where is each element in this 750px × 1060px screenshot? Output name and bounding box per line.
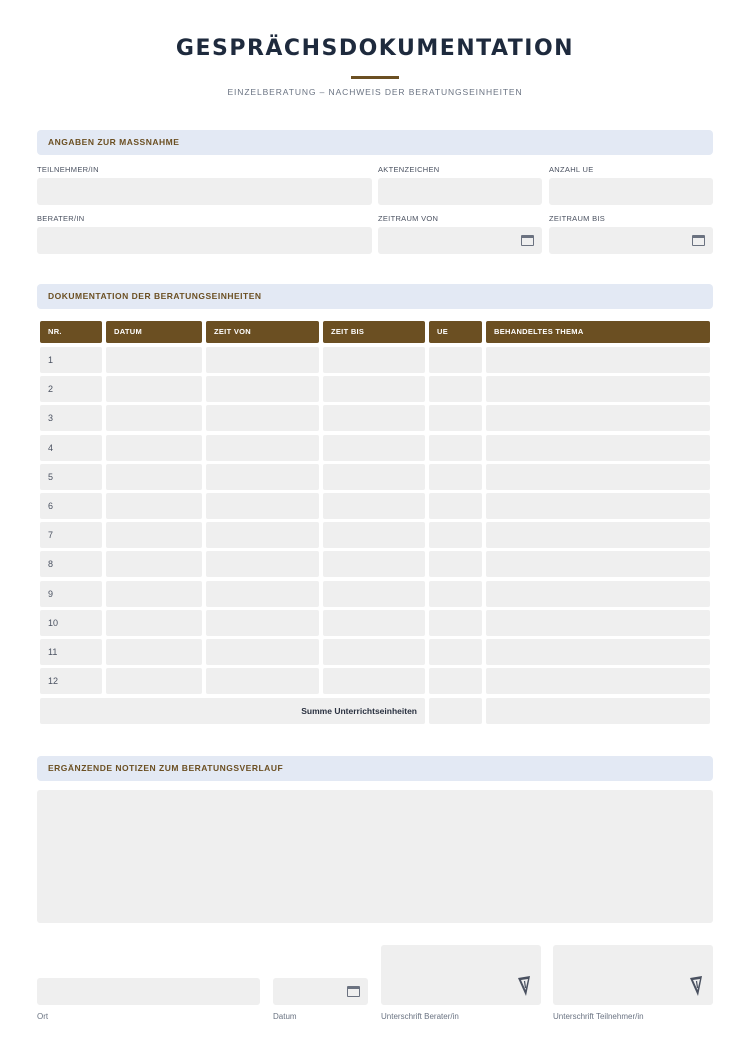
calendar-icon[interactable]	[521, 235, 534, 246]
datum-cell[interactable]	[106, 464, 202, 490]
thema-cell[interactable]	[486, 668, 710, 694]
pen-nib-icon	[517, 975, 531, 997]
teilnehmer-field[interactable]	[37, 178, 372, 205]
zeit-von-cell[interactable]	[206, 522, 319, 548]
label-anzahl-ue: ANZAHL UE	[549, 165, 594, 174]
column-header-ue: UE	[429, 321, 482, 343]
document-title: GESPRÄCHSDOKUMENTATION	[175, 36, 575, 61]
label-zeitraum-von: ZEITRAUM VON	[378, 214, 439, 223]
column-header-datum: DATUM	[106, 321, 202, 343]
zeit-von-cell[interactable]	[206, 610, 319, 636]
zeit-bis-cell[interactable]	[323, 581, 425, 607]
sum-ue-field[interactable]	[429, 698, 482, 724]
thema-cell[interactable]	[486, 464, 710, 490]
berater-field[interactable]	[37, 227, 372, 254]
row-nr: 7	[40, 522, 102, 548]
zeit-von-cell[interactable]	[206, 376, 319, 402]
section-header-beratungseinheiten: DOKUMENTATION DER BERATUNGSEINHEITEN	[37, 284, 713, 309]
thema-cell[interactable]	[486, 639, 710, 665]
datum-cell[interactable]	[106, 581, 202, 607]
zeit-bis-cell[interactable]	[323, 610, 425, 636]
row-nr: 11	[40, 639, 102, 665]
zeit-bis-cell[interactable]	[323, 639, 425, 665]
zeit-bis-cell[interactable]	[323, 668, 425, 694]
document-subtitle: EINZELBERATUNG – NACHWEIS DER BERATUNGSEINHEITEN	[227, 87, 523, 97]
label-datum: Datum	[273, 1012, 297, 1021]
ue-cell[interactable]	[429, 493, 482, 519]
zeit-bis-cell[interactable]	[323, 347, 425, 373]
column-header-nr: NR.	[40, 321, 102, 343]
thema-cell[interactable]	[486, 376, 710, 402]
thema-cell[interactable]	[486, 493, 710, 519]
row-nr: 8	[40, 551, 102, 577]
notes-textarea[interactable]	[37, 790, 713, 923]
zeit-bis-cell[interactable]	[323, 435, 425, 461]
ue-cell[interactable]	[429, 376, 482, 402]
ue-cell[interactable]	[429, 405, 482, 431]
row-nr: 6	[40, 493, 102, 519]
ue-cell[interactable]	[429, 610, 482, 636]
row-nr: 10	[40, 610, 102, 636]
datum-cell[interactable]	[106, 405, 202, 431]
thema-cell[interactable]	[486, 347, 710, 373]
label-unterschrift-teilnehmer: Unterschrift Teilnehmer/in	[553, 1012, 644, 1021]
zeit-von-cell[interactable]	[206, 639, 319, 665]
zeit-von-cell[interactable]	[206, 551, 319, 577]
thema-cell[interactable]	[486, 610, 710, 636]
datum-cell[interactable]	[106, 493, 202, 519]
row-nr: 5	[40, 464, 102, 490]
zeit-von-cell[interactable]	[206, 435, 319, 461]
row-nr: 3	[40, 405, 102, 431]
sum-label: Summe Unterrichtseinheiten	[40, 698, 425, 724]
zeit-von-cell[interactable]	[206, 581, 319, 607]
aktenzeichen-field[interactable]	[378, 178, 542, 205]
column-header-zeit-bis: ZEIT BIS	[323, 321, 425, 343]
section-header-notizen: ERGÄNZENDE NOTIZEN ZUM BERATUNGSVERLAUF	[37, 756, 713, 781]
datum-cell[interactable]	[106, 376, 202, 402]
thema-cell[interactable]	[486, 581, 710, 607]
ort-field[interactable]	[37, 978, 260, 1005]
datum-field[interactable]	[273, 978, 368, 1005]
row-nr: 2	[40, 376, 102, 402]
signature-teilnehmer-field[interactable]	[553, 945, 713, 1005]
ue-cell[interactable]	[429, 435, 482, 461]
zeitraum-bis-field[interactable]	[549, 227, 713, 254]
anzahl-ue-field[interactable]	[549, 178, 713, 205]
row-nr: 9	[40, 581, 102, 607]
zeit-bis-cell[interactable]	[323, 464, 425, 490]
zeit-von-cell[interactable]	[206, 493, 319, 519]
column-header-thema: BEHANDELTES THEMA	[486, 321, 710, 343]
title-underline	[351, 76, 399, 79]
zeit-von-cell[interactable]	[206, 464, 319, 490]
thema-cell[interactable]	[486, 551, 710, 577]
row-nr: 4	[40, 435, 102, 461]
zeit-von-cell[interactable]	[206, 347, 319, 373]
label-unterschrift-berater: Unterschrift Berater/in	[381, 1012, 459, 1021]
label-aktenzeichen: AKTENZEICHEN	[378, 165, 440, 174]
pen-nib-icon	[689, 975, 703, 997]
datum-cell[interactable]	[106, 522, 202, 548]
datum-cell[interactable]	[106, 435, 202, 461]
label-zeitraum-bis: ZEITRAUM BIS	[549, 214, 606, 223]
signature-berater-field[interactable]	[381, 945, 541, 1005]
zeit-bis-cell[interactable]	[323, 522, 425, 548]
label-ort: Ort	[37, 1012, 49, 1021]
datum-cell[interactable]	[106, 610, 202, 636]
ue-cell[interactable]	[429, 551, 482, 577]
zeit-von-cell[interactable]	[206, 668, 319, 694]
section-header-massnahme: ANGABEN ZUR MASSNAHME	[37, 130, 713, 155]
zeit-bis-cell[interactable]	[323, 493, 425, 519]
ue-cell[interactable]	[429, 347, 482, 373]
row-nr: 12	[40, 668, 102, 694]
thema-cell[interactable]	[486, 435, 710, 461]
zeit-von-cell[interactable]	[206, 405, 319, 431]
ue-cell[interactable]	[429, 581, 482, 607]
ue-cell[interactable]	[429, 668, 482, 694]
row-nr: 1	[40, 347, 102, 373]
calendar-icon[interactable]	[347, 986, 360, 997]
label-berater: BERATER/IN	[37, 214, 85, 223]
ue-cell[interactable]	[429, 522, 482, 548]
datum-cell[interactable]	[106, 551, 202, 577]
datum-cell[interactable]	[106, 668, 202, 694]
sum-thema-field	[486, 698, 710, 724]
zeit-bis-cell[interactable]	[323, 405, 425, 431]
label-teilnehmer: TEILNEHMER/IN	[37, 165, 99, 174]
datum-cell[interactable]	[106, 639, 202, 665]
thema-cell[interactable]	[486, 522, 710, 548]
zeitraum-von-field[interactable]	[378, 227, 542, 254]
column-header-zeit-von: ZEIT VON	[206, 321, 319, 343]
ue-cell[interactable]	[429, 464, 482, 490]
datum-cell[interactable]	[106, 347, 202, 373]
zeit-bis-cell[interactable]	[323, 551, 425, 577]
calendar-icon[interactable]	[692, 235, 705, 246]
thema-cell[interactable]	[486, 405, 710, 431]
zeit-bis-cell[interactable]	[323, 376, 425, 402]
ue-cell[interactable]	[429, 639, 482, 665]
